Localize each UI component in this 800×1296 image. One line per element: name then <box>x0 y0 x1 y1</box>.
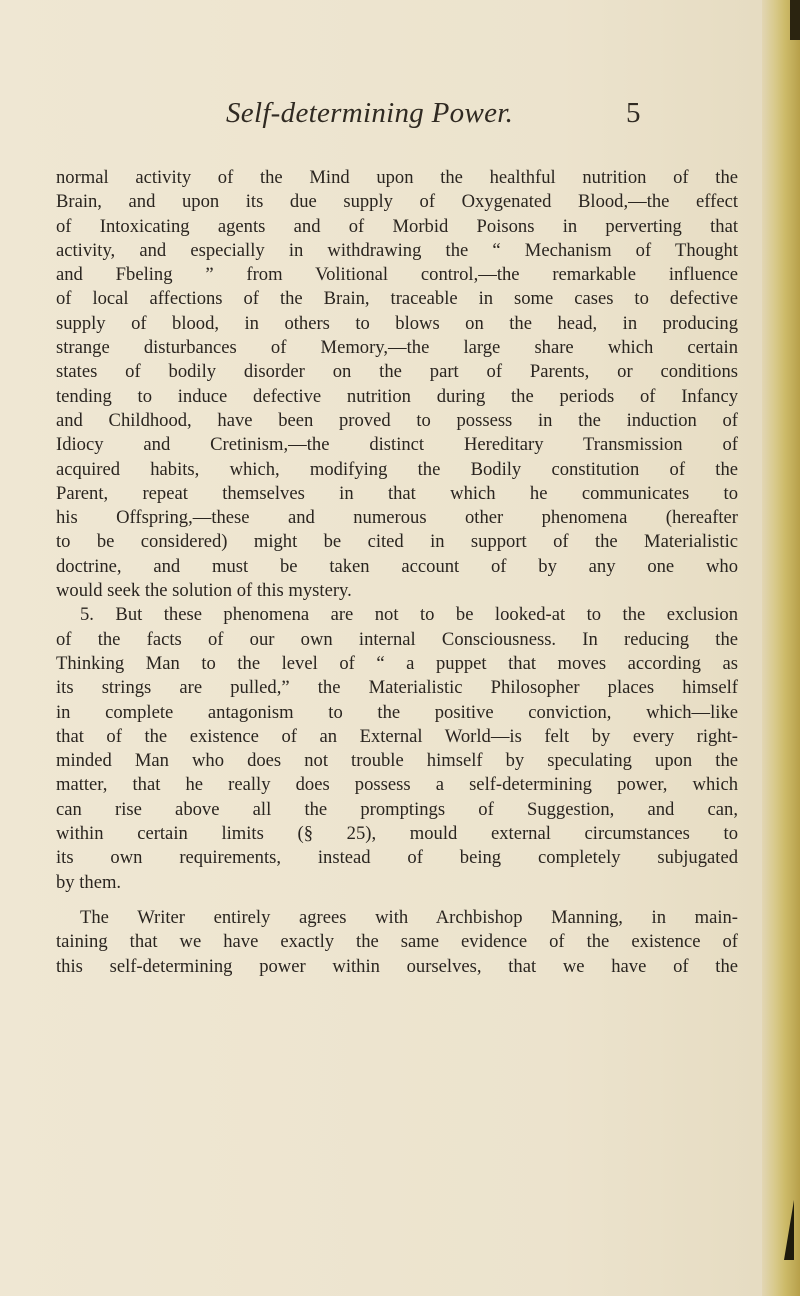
paragraph-gap <box>56 895 738 906</box>
text-line: Parent, repeat themselves in that which he communicates to <box>56 482 738 504</box>
text-line: of local affections of the Brain, traceable in some cases to defective <box>56 288 738 310</box>
text-line: its own requirements, instead of being completely subjugated <box>56 847 738 869</box>
text-line: The Writer entirely agrees with Archbishop Manning, in main- <box>80 906 738 928</box>
text-line: and Fbeling ” from Volitional control,—the remarkable influence <box>56 264 738 286</box>
running-head: Self-determining Power. <box>226 97 514 129</box>
text-line: to be considered) might be cited in support of the Materialistic <box>56 531 738 553</box>
edge-mark-top <box>790 0 800 40</box>
text-line: doctrine, and must be taken account of by any one who <box>56 555 738 577</box>
text-line: its strings are pulled,” the Materialistic Philosopher places himself <box>56 677 738 699</box>
text-line: of the facts of our own internal Consciousness. In reducing the <box>56 628 738 650</box>
text-line: minded Man who does not trouble himself by speculating upon the <box>56 750 738 772</box>
text-line: states of bodily disorder on the part of Parents, or conditions <box>56 361 738 383</box>
text-line: activity, and especially in withdrawing the “ Mechanism of Thought <box>56 239 738 261</box>
text-line: can rise above all the promptings of Suggestion, and can, <box>56 798 738 820</box>
text-line: of Intoxicating agents and of Morbid Poisons in perverting that <box>56 215 738 237</box>
text-line: matter, that he really does possess a self-determining power, which <box>56 774 738 796</box>
text-line: this self-determining power within ourselves, that we have of the <box>56 955 738 977</box>
text-line: Brain, and upon its due supply of Oxygenated Blood,—the effect <box>56 191 738 213</box>
text-line: his Offspring,—these and numerous other phenomena (hereafter <box>56 507 738 529</box>
text-line: Idiocy and Cretinism,—the distinct Hereditary Transmission of <box>56 434 738 456</box>
text-line: supply of blood, in others to blows on the head, in producing <box>56 312 738 334</box>
text-line: that of the existence of an External World—is felt by every right- <box>56 725 738 747</box>
edge-mark-bottom <box>784 1200 794 1260</box>
text-line: in complete antagonism to the positive conviction, which—like <box>56 701 738 723</box>
text-line: 5. But these phenomena are not to be looked-at to the exclusion <box>80 604 738 626</box>
body-text <box>56 166 738 979</box>
text-line: tending to induce defective nutrition during the periods of Infancy <box>56 385 738 407</box>
page-edge <box>762 0 800 1296</box>
page-header <box>0 97 760 147</box>
text-line: taining that we have exactly the same evidence of the existence of <box>56 931 738 953</box>
text-line: by them. <box>56 871 122 893</box>
text-line: and Childhood, have been proved to possess in the induction of <box>56 409 738 431</box>
page-number: 5 <box>626 97 641 129</box>
text-line: acquired habits, which, modifying the Bodily constitution of the <box>56 458 738 480</box>
text-line: normal activity of the Mind upon the healthful nutrition of the <box>56 167 738 188</box>
text-line: Thinking Man to the level of “ a puppet that moves according as <box>56 652 738 674</box>
text-line: strange disturbances of Memory,—the large share which certain <box>56 337 738 359</box>
text-line: would seek the solution of this mystery. <box>56 580 352 602</box>
text-line: within certain limits (§ 25), mould external circumstances to <box>56 823 738 845</box>
